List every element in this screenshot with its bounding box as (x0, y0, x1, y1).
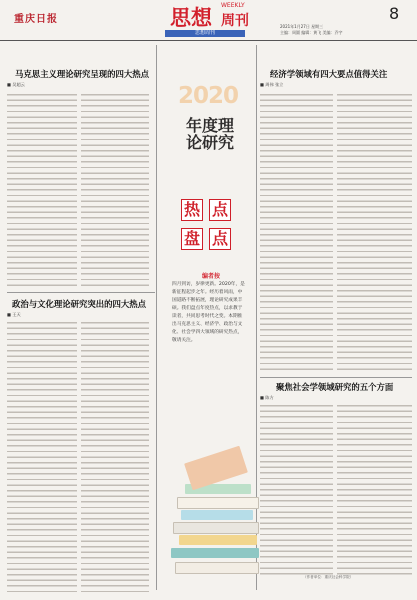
book (179, 535, 257, 545)
article-author-2: ■ 周伟 张立 (260, 82, 284, 87)
page-number: 8 (389, 4, 400, 23)
book-stack-illustration (163, 420, 283, 590)
editor-line: 主编：周圆 编辑：黄飞 美编：乔宇 (280, 30, 343, 35)
article-title-4: 聚焦社会学领域研究的五个方面 (276, 382, 394, 392)
editor-note-text: 四月到访，岁律更新。2020年，是新征程起步之年。经历着风雨，中国道路不断拓展，理论研究成果丰硕。我们盘点年度热点，以求教于读者，共同思考时代之变。本期推出马克思主义、经济学、政治与文化、社会学四大领域的研究热点，敬请关注。 (172, 282, 245, 343)
divider (260, 377, 412, 378)
article-column-4b (337, 405, 412, 575)
top-rule (0, 40, 417, 41)
divider (7, 292, 155, 293)
newspaper-logo: 重庆日报 (14, 14, 58, 25)
article-author-1: ■ 吴超云 (7, 82, 25, 87)
point-box-2: 点 (209, 228, 231, 250)
tag-bar: 思想周刊 (165, 30, 245, 37)
masthead (0, 0, 417, 40)
article-author-3: ■ 王天 (7, 312, 21, 317)
article-title-1: 马克思主义理论研究呈现的四大热点 (15, 69, 149, 79)
article-author-4: ■ 陈方 (260, 395, 274, 400)
point-box: 点 (209, 199, 231, 221)
article-column-1a (7, 94, 77, 289)
article-title-3: 政治与文化理论研究突出的四大热点 (12, 299, 146, 309)
article-column-3a (7, 322, 77, 592)
book (181, 510, 253, 520)
book (177, 497, 259, 509)
article-column-2b (337, 94, 412, 372)
feature-year: 2020 (178, 83, 239, 109)
weekly-label: WEEKLY (221, 2, 245, 9)
article-column-2a (260, 94, 333, 372)
section-label: 周刊 (221, 13, 249, 29)
feature-title: 年度理论研究 (185, 116, 234, 152)
editor-note-label: 编者按 (202, 273, 221, 280)
hot-box: 热 (181, 199, 203, 221)
masthead-info (280, 24, 343, 36)
book (173, 522, 259, 534)
book (171, 548, 259, 558)
author-note: （作者单位：重庆社会科学院） (303, 575, 354, 579)
book (175, 562, 259, 574)
date-line: 2021年1月27日 星期三 (280, 24, 324, 29)
review-box: 盘 (181, 228, 203, 250)
article-title-2: 经济学领域有四大要点值得关注 (270, 69, 388, 79)
page-title: 思想 (170, 6, 212, 30)
